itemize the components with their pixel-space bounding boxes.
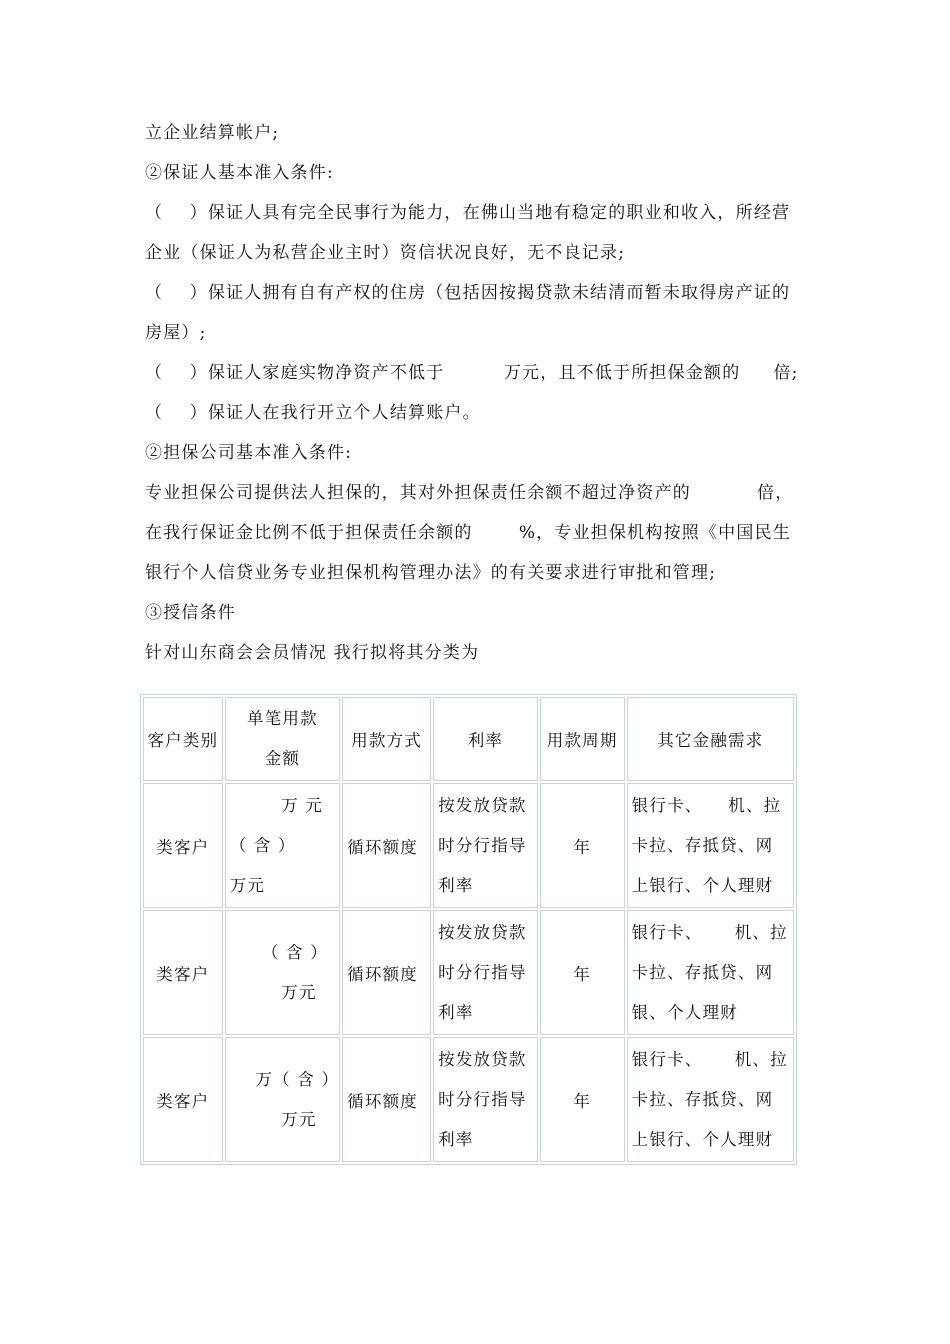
cell-other-needs: 银行卡、 机、拉 卡拉、存抵贷、网 上银行、个人理财 [627, 783, 794, 908]
cell-method: 循环额度 [342, 783, 431, 908]
cell-category: 类客户 [143, 783, 223, 908]
cell-other-needs: 银行卡、 机、拉 卡拉、存抵贷、网 银、个人理财 [627, 910, 794, 1035]
section-heading-guarantee-company: ②担保公司基本准入条件: [145, 443, 353, 463]
header-single-amount: 单笔用款 金额 [225, 697, 340, 781]
table-row [143, 910, 794, 1035]
cell-amount: 万（ 含 ） 万元 [225, 1037, 340, 1162]
cell-amount: 万 元 （ 含 ） 万元 [225, 783, 340, 908]
paragraph-line: 专业担保公司提供法人担保的，其对外担保责任余额不超过净资产的 倍， [145, 483, 794, 503]
cell-other-needs: 银行卡、 机、拉 卡拉、存抵贷、网 上银行、个人理财 [627, 1037, 794, 1162]
cell-period: 年 [540, 1037, 625, 1162]
header-usage-period: 用款周期 [540, 697, 625, 781]
cell-amount: （ 含 ） 万元 [225, 910, 340, 1035]
paragraph-line: （ ）保证人拥有自有产权的住房（包括因按揭贷款未结清而暂未取得房产证的 [145, 283, 791, 303]
paragraph-line: 银行个人信贷业务专业担保机构管理办法》的有关要求进行审批和管理; [145, 563, 717, 583]
section-heading-credit-conditions: ③授信条件 [145, 603, 236, 623]
customer-category-table [140, 694, 797, 1165]
paragraph-line: （ ）保证人具有完全民事行为能力，在佛山当地有稳定的职业和收入，所经营 [145, 203, 791, 223]
cell-method: 循环额度 [342, 910, 431, 1035]
cell-category: 类客户 [143, 1037, 223, 1162]
cell-category: 类客户 [143, 910, 223, 1035]
paragraph-line: 企业（保证人为私营企业主时）资信状况良好，无不良记录; [145, 243, 626, 263]
header-usage-method: 用款方式 [342, 697, 431, 781]
paragraph-line: （ ）保证人家庭实物净资产不低于 万元，且不低于所担保金额的 倍; [145, 363, 799, 383]
table-row [143, 783, 794, 908]
paragraph-line: （ ）保证人在我行开立个人结算账户。 [145, 403, 481, 423]
header-customer-category: 客户类别 [143, 697, 223, 781]
cell-rate: 按发放贷款 时分行指导 利率 [433, 783, 538, 908]
table-header-row [143, 697, 794, 781]
paragraph-line: 房屋）; [145, 323, 207, 343]
header-interest-rate: 利率 [433, 697, 538, 781]
paragraph-line: 立企业结算帐户; [145, 123, 280, 143]
cell-rate: 按发放贷款 时分行指导 利率 [433, 910, 538, 1035]
paragraph-line: 在我行保证金比例不低于担保责任余额的 %，专业担保机构按照《中国民生 [145, 523, 791, 543]
table-row [143, 1037, 794, 1162]
paragraph-line: 针对山东商会会员情况 我行拟将其分类为 [145, 643, 480, 663]
cell-period: 年 [540, 783, 625, 908]
cell-period: 年 [540, 910, 625, 1035]
header-other-financial-needs: 其它金融需求 [627, 697, 794, 781]
cell-rate: 按发放贷款 时分行指导 利率 [433, 1037, 538, 1162]
cell-method: 循环额度 [342, 1037, 431, 1162]
section-heading-guarantor: ②保证人基本准入条件: [145, 163, 334, 183]
